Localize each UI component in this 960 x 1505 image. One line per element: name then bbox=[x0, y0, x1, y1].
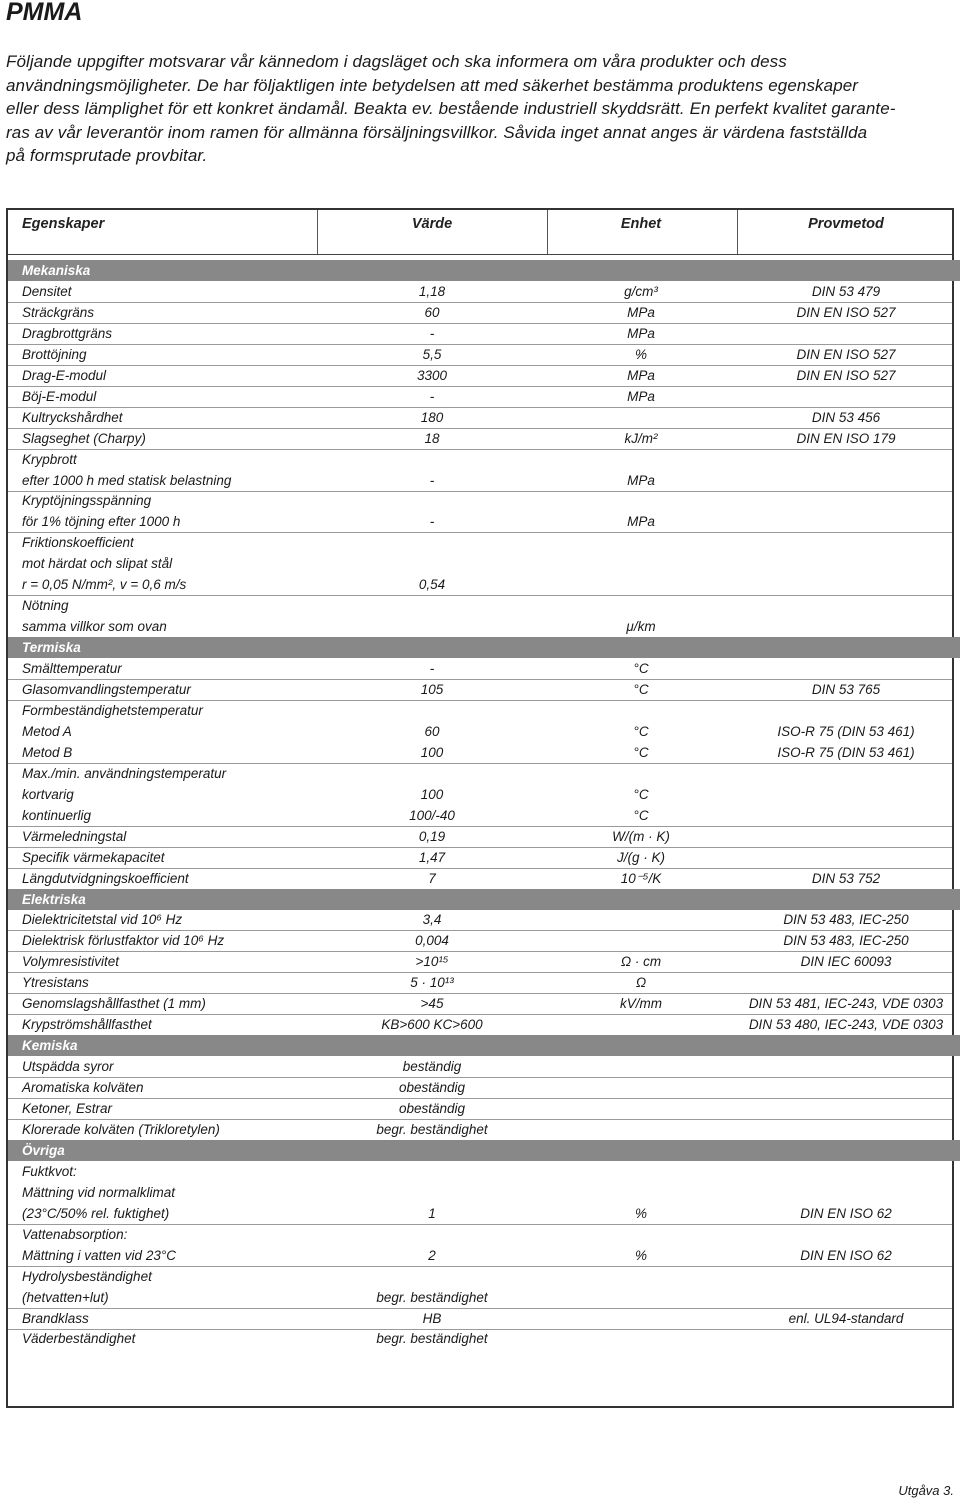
property-unit: % bbox=[634, 346, 647, 362]
table-row bbox=[8, 784, 952, 805]
table-row bbox=[8, 658, 952, 680]
property-method: enl. UL94-standard bbox=[788, 1310, 904, 1326]
table-row bbox=[8, 805, 952, 827]
property-unit: °C bbox=[633, 786, 649, 802]
property-unit: °C bbox=[633, 661, 649, 677]
table-row bbox=[8, 595, 952, 616]
table-row bbox=[8, 1119, 952, 1141]
property-name: Mättning vid normalklimat bbox=[22, 1184, 176, 1200]
property-value: 100 bbox=[420, 786, 444, 802]
table-row bbox=[8, 993, 952, 1015]
table-row bbox=[8, 574, 952, 596]
section-header bbox=[8, 260, 960, 281]
property-value: 0,54 bbox=[418, 577, 446, 593]
property-value: 100 bbox=[420, 744, 444, 760]
property-unit: kV/mm bbox=[620, 996, 662, 1012]
table-row bbox=[8, 323, 952, 345]
header-egenskaper: Egenskaper bbox=[22, 216, 105, 232]
table-row bbox=[8, 1203, 952, 1225]
page-title: PMMA bbox=[6, 0, 83, 26]
property-name: Slagseghet (Charpy) bbox=[22, 430, 146, 446]
property-unit: Ω bbox=[635, 975, 647, 991]
table-row bbox=[8, 826, 952, 848]
property-value: 3,4 bbox=[422, 912, 442, 928]
property-value: KB>600 KC>600 bbox=[381, 1017, 483, 1033]
property-value: HB bbox=[422, 1310, 442, 1326]
property-name: Brottöjning bbox=[22, 346, 87, 362]
property-value: beständig bbox=[402, 1059, 462, 1075]
table-row bbox=[8, 930, 952, 952]
table-row bbox=[8, 616, 952, 638]
property-name: Densitet bbox=[22, 283, 72, 299]
table-row bbox=[8, 1328, 952, 1349]
property-method: ISO-R 75 (DIN 53 461) bbox=[777, 723, 915, 739]
property-name: mot härdat och slipat stål bbox=[22, 556, 173, 572]
table-row bbox=[8, 511, 952, 533]
property-unit: MPa bbox=[627, 472, 655, 488]
property-value: obeständig bbox=[398, 1080, 466, 1096]
property-name: Krypbrott bbox=[22, 451, 77, 467]
table-row bbox=[8, 1308, 952, 1330]
property-value: - bbox=[429, 661, 435, 677]
table-row bbox=[8, 951, 952, 973]
property-name: Fuktkvot: bbox=[22, 1163, 77, 1179]
table-row bbox=[8, 1014, 952, 1036]
property-value: - bbox=[429, 325, 435, 341]
property-value: 0,004 bbox=[415, 933, 449, 949]
property-name: Dielektricitetstal vid 10⁶ Hz bbox=[22, 912, 183, 928]
property-value: - bbox=[429, 388, 435, 404]
property-name: efter 1000 h med statisk belastning bbox=[22, 472, 232, 488]
section-label: Mekaniska bbox=[22, 263, 91, 278]
property-value: begr. beständighet bbox=[376, 1121, 488, 1137]
intro-text bbox=[6, 50, 954, 168]
property-name: Ytresistans bbox=[22, 975, 89, 991]
property-method: DIN EN ISO 527 bbox=[796, 304, 896, 320]
property-name: (23°C/50% rel. fuktighet) bbox=[22, 1205, 170, 1221]
property-method: DIN IEC 60093 bbox=[800, 954, 892, 970]
property-value: 1,18 bbox=[418, 283, 446, 299]
property-name: Volymresistivitet bbox=[22, 954, 120, 970]
table-row bbox=[8, 281, 952, 303]
property-name: r = 0,05 N/mm², v = 0,6 m/s bbox=[22, 577, 187, 593]
property-method: DIN 53 481, IEC-243, VDE 0303 bbox=[748, 996, 944, 1012]
property-name: Längdutvidgningskoefficient bbox=[22, 870, 189, 886]
header-provmetod: Provmetod bbox=[808, 216, 884, 232]
property-method: DIN EN ISO 179 bbox=[796, 430, 896, 446]
property-unit: % bbox=[634, 1205, 647, 1221]
section-header bbox=[8, 1035, 960, 1056]
property-name: Metod B bbox=[22, 744, 73, 760]
property-name: Metod A bbox=[22, 723, 72, 739]
property-method: DIN EN ISO 62 bbox=[800, 1205, 892, 1221]
property-unit: kJ/m² bbox=[624, 430, 658, 446]
property-name: Aromatiska kolväten bbox=[22, 1080, 144, 1096]
property-value: 3300 bbox=[416, 367, 448, 383]
property-unit: °C bbox=[633, 723, 649, 739]
property-value: 5 · 10¹³ bbox=[410, 975, 454, 991]
table-row bbox=[8, 700, 952, 721]
property-name: Ketoner, Estrar bbox=[22, 1101, 113, 1116]
property-method: ISO-R 75 (DIN 53 461) bbox=[777, 744, 915, 760]
property-unit: MPa bbox=[627, 325, 655, 341]
property-name: Kultryckshårdhet bbox=[22, 409, 123, 425]
column-divider bbox=[547, 210, 548, 254]
table-row bbox=[8, 742, 952, 764]
property-unit: Ω · cm bbox=[620, 954, 662, 970]
property-name: Specifik värmekapacitet bbox=[22, 849, 165, 865]
table-row bbox=[8, 1266, 952, 1287]
column-divider bbox=[737, 210, 738, 254]
property-method: DIN 53 480, IEC-243, VDE 0303 bbox=[748, 1017, 944, 1033]
property-name: Värmeledningstal bbox=[22, 828, 127, 844]
section-header bbox=[8, 637, 960, 658]
table-row bbox=[8, 302, 952, 324]
table-row bbox=[8, 428, 952, 450]
property-value: 60 bbox=[424, 723, 440, 739]
property-method: DIN EN ISO 527 bbox=[796, 367, 896, 383]
property-value: 105 bbox=[420, 682, 444, 697]
property-name: Vattenabsorption: bbox=[22, 1226, 128, 1242]
property-unit: W/(m · K) bbox=[612, 828, 670, 844]
property-method: DIN EN ISO 62 bbox=[800, 1247, 892, 1263]
property-name: (hetvatten+lut) bbox=[22, 1289, 109, 1305]
property-name: Friktionskoefficient bbox=[22, 535, 134, 551]
intro-line: Följande uppgifter motsvarar vår kännedom i dagsläget och ska informera om våra produkter och dess bbox=[6, 52, 787, 71]
property-unit: °C bbox=[633, 682, 649, 697]
table-row bbox=[8, 763, 952, 784]
property-unit: MPa bbox=[627, 514, 655, 530]
property-name: kortvarig bbox=[22, 786, 74, 802]
table-row bbox=[8, 1287, 952, 1309]
table-row bbox=[8, 344, 952, 366]
property-name: för 1% töjning efter 1000 h bbox=[22, 514, 181, 530]
property-value: 18 bbox=[424, 430, 440, 446]
property-value: - bbox=[429, 472, 435, 488]
property-method: DIN EN ISO 527 bbox=[796, 346, 896, 362]
property-value: 5,5 bbox=[422, 346, 442, 362]
property-value: 60 bbox=[424, 304, 440, 320]
property-value: 7 bbox=[428, 870, 436, 886]
property-unit: % bbox=[634, 1247, 647, 1263]
section-header bbox=[8, 889, 960, 910]
property-unit: μ/km bbox=[626, 619, 656, 635]
table-row bbox=[8, 1077, 952, 1099]
property-unit: g/cm³ bbox=[624, 283, 658, 299]
section-label: Elektriska bbox=[22, 891, 86, 907]
property-unit: MPa bbox=[627, 367, 655, 383]
properties-table bbox=[6, 208, 954, 1408]
table-row bbox=[8, 679, 952, 701]
intro-line: eller dess lämplighet för ett konkret ändamål. Beakta ev. bestående industriell skyddsrätt. En perfekt kvalitet garante- bbox=[6, 99, 896, 118]
table-row bbox=[8, 365, 952, 387]
property-value: obeständig bbox=[398, 1101, 466, 1116]
table-row bbox=[8, 909, 952, 931]
property-name: Smälttemperatur bbox=[22, 661, 122, 677]
table-row bbox=[8, 1098, 952, 1120]
property-value: 0,19 bbox=[418, 828, 446, 844]
table-row bbox=[8, 386, 952, 408]
property-value: begr. beständighet bbox=[376, 1289, 488, 1305]
property-unit: °C bbox=[633, 744, 649, 760]
intro-line: ras av vår leverantör inom ramen för allmänna försäljningsvillkor. Såvida inget annat anges är värdena fastställda bbox=[6, 122, 868, 142]
property-value: 100/-40 bbox=[409, 807, 455, 823]
table-row bbox=[8, 721, 952, 742]
property-unit: 10⁻⁵/K bbox=[620, 870, 662, 886]
property-value: 2 bbox=[428, 1247, 436, 1263]
property-value: begr. beständighet bbox=[376, 1331, 488, 1347]
property-value: 1,47 bbox=[418, 849, 446, 865]
table-row bbox=[8, 470, 952, 492]
property-name: Böj-E-modul bbox=[22, 388, 97, 404]
property-name: Hydrolysbeständighet bbox=[22, 1268, 152, 1284]
property-name: samma villkor som ovan bbox=[22, 619, 167, 635]
table-row bbox=[8, 553, 952, 574]
table-row bbox=[8, 847, 952, 869]
table-row bbox=[8, 449, 952, 470]
intro-line: användningsmöjligheter. De har följaktligen inte betydelsen att med säkerhet bestämma produktens egenskaper bbox=[6, 75, 859, 95]
property-name: Utspädda syror bbox=[22, 1059, 114, 1075]
section-label: Kemiska bbox=[22, 1038, 78, 1054]
property-name: Klorerade kolväten (Trikloretylen) bbox=[22, 1121, 220, 1137]
property-name: Mättning i vatten vid 23°C bbox=[22, 1247, 176, 1263]
property-name: Sträckgräns bbox=[22, 304, 95, 320]
property-method: DIN 53 752 bbox=[811, 870, 881, 886]
property-value: >10¹⁵ bbox=[415, 954, 449, 970]
property-method: DIN 53 479 bbox=[811, 283, 881, 299]
header-enhet: Enhet bbox=[620, 216, 662, 232]
property-name: Dielektrisk förlustfaktor vid 10⁶ Hz bbox=[22, 933, 225, 949]
table-row bbox=[8, 972, 952, 994]
section-label: Övriga bbox=[22, 1142, 65, 1158]
table-row bbox=[8, 1224, 952, 1245]
table-row bbox=[8, 868, 952, 890]
property-name: Nötning bbox=[22, 598, 69, 614]
property-name: Krypströmshållfasthet bbox=[22, 1017, 152, 1033]
property-unit: MPa bbox=[627, 388, 655, 404]
intro-line: på formsprutade provbitar. bbox=[6, 146, 208, 165]
property-value: 1 bbox=[428, 1205, 436, 1221]
property-unit: J/(g · K) bbox=[616, 849, 665, 865]
property-name: Brandklass bbox=[22, 1310, 89, 1326]
property-name: Genomslagshållfasthet (1 mm) bbox=[22, 996, 206, 1012]
table-row bbox=[8, 1182, 952, 1203]
property-unit: °C bbox=[633, 807, 649, 823]
property-name: kontinuerlig bbox=[22, 807, 92, 823]
property-method: DIN 53 765 bbox=[811, 682, 881, 697]
property-value: >45 bbox=[420, 996, 444, 1012]
property-name: Väderbeständighet bbox=[22, 1331, 136, 1347]
column-divider bbox=[317, 210, 318, 254]
property-method: DIN 53 456 bbox=[811, 409, 881, 425]
table-row bbox=[8, 490, 952, 511]
property-name: Max./min. användningstemperatur bbox=[22, 765, 227, 781]
property-name: Glasomvandlingstemperatur bbox=[22, 682, 191, 697]
section-label: Termiska bbox=[22, 640, 81, 656]
edition-label: Utgåva 3. bbox=[898, 1483, 954, 1498]
section-header bbox=[8, 1140, 960, 1161]
table-row bbox=[8, 1056, 952, 1078]
property-name: Formbeständighetstemperatur bbox=[22, 702, 203, 718]
table-header bbox=[8, 210, 952, 255]
header-varde: Värde bbox=[411, 216, 453, 232]
table-row bbox=[8, 532, 952, 553]
property-unit: MPa bbox=[627, 304, 655, 320]
property-name: Kryptöjningsspänning bbox=[22, 493, 152, 509]
property-value: - bbox=[429, 514, 435, 530]
property-method: DIN 53 483, IEC-250 bbox=[783, 912, 909, 928]
property-method: DIN 53 483, IEC-250 bbox=[783, 933, 909, 949]
property-value: 180 bbox=[420, 409, 444, 425]
table-row bbox=[8, 1245, 952, 1267]
property-name: Dragbrottgräns bbox=[22, 325, 113, 341]
table-row bbox=[8, 407, 952, 429]
table-row bbox=[8, 1161, 952, 1182]
property-name: Drag-E-modul bbox=[22, 367, 107, 383]
